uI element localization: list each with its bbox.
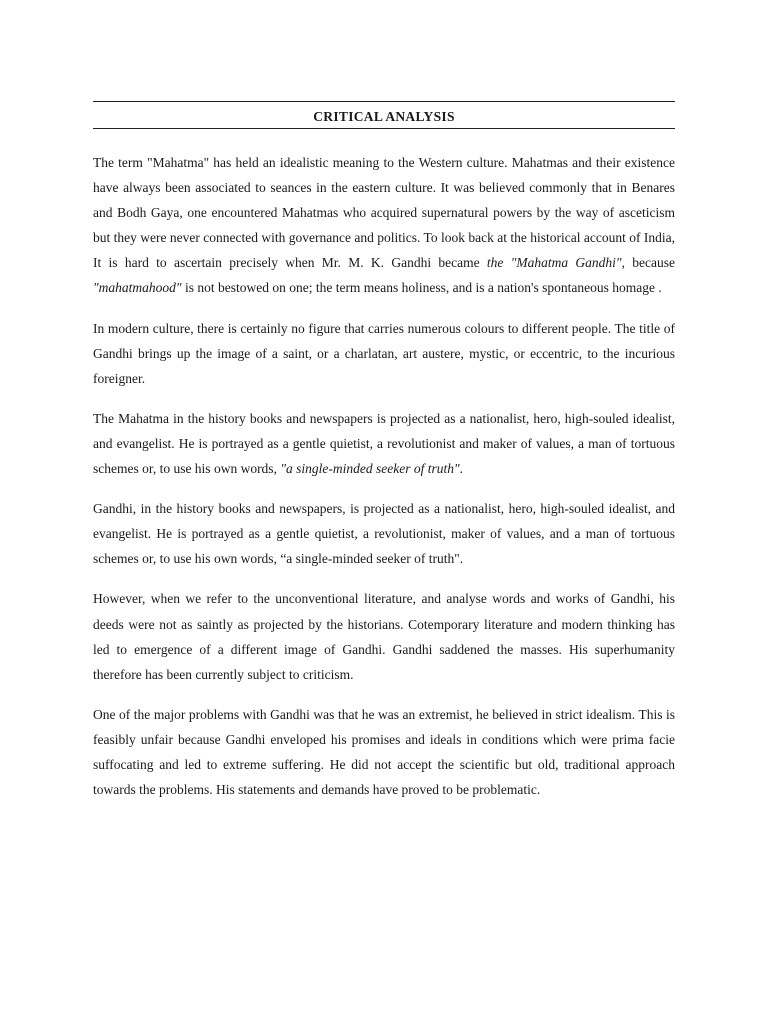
paragraph [93, 150, 675, 301]
italic-quote: the "Mahatma Gandhi" [486, 255, 622, 271]
paragraph-text: One of the major problems with Gandhi was that he was an extremist, he believed in strict idealism. This is feasibly unfair because Gandhi enveloped his promises and ideals in conditions which were prima facie suffocating and led to extreme suffering. He did not accept the scientific but old, traditional approach towards the problems. His statements and demands have proved to be problematic. [93, 706, 675, 798]
paragraph [93, 316, 675, 391]
paragraph [93, 406, 675, 481]
heading-top-rule [93, 101, 675, 102]
heading-bottom-rule [93, 128, 675, 129]
document-page [93, 0, 675, 1024]
document-body [93, 150, 675, 816]
paragraph-text: The term "Mahatma" has held an idealistic meaning to the Western culture. Mahatmas and their existence have always been associated to seances in the eastern culture. It was believed commonly that in Benares and Bodh Gaya, one encountered Mahatmas who acquired supernatural powers by the way of asceticism but they were never connected with governance and politics. To look back at the historical account of India, It is hard to ascertain precisely when Mr. M. K. Gandhi became [93, 155, 675, 271]
paragraph [93, 496, 675, 571]
paragraph [93, 586, 675, 686]
paragraph-text: The Mahatma in the history books and newspapers is projected as a nationalist, hero, high-souled idealist, and evangelist. He is portrayed as a gentle quietist, a revolutionist and maker of values, a man of tortuous schemes or, to use his own words, [93, 410, 675, 477]
paragraph-text: However, when we refer to the unconventional literature, and analyse words and works of Gandhi, his deeds were not as saintly as projected by the historians. Cotemporary literature and modern thinking has led to emergence of a different image of Gandhi. Gandhi saddened the masses. His superhumanity therefore has been currently subject to criticism. [93, 591, 675, 682]
paragraph-text: Gandhi, in the history books and newspapers, is projected as a nationalist, hero, high-souled idealist, and evangelist. He is portrayed as a gentle quietist, a revolutionist, maker of values, and a man of tortuous schemes or, to use his own words, “a single-minded seeker of truth". [93, 501, 675, 567]
italic-quote: "a single-minded seeker of truth" [280, 461, 460, 477]
page-title: CRITICAL ANALYSIS [313, 109, 455, 124]
italic-quote: "mahatmahood" [93, 280, 182, 296]
paragraph [93, 702, 675, 802]
paragraph-text: is not bestowed on one; the term means holiness, and is a nation's spontaneous homage . [181, 280, 662, 296]
paragraph-text: . [459, 461, 463, 477]
paragraph-text: , because [621, 255, 675, 271]
paragraph-text: In modern culture, there is certainly no figure that carries numerous colours to different people. The title of Gandhi brings up the image of a saint, or a charlatan, art austere, mystic, or eccentric, to the incurious foreigner. [93, 320, 675, 386]
